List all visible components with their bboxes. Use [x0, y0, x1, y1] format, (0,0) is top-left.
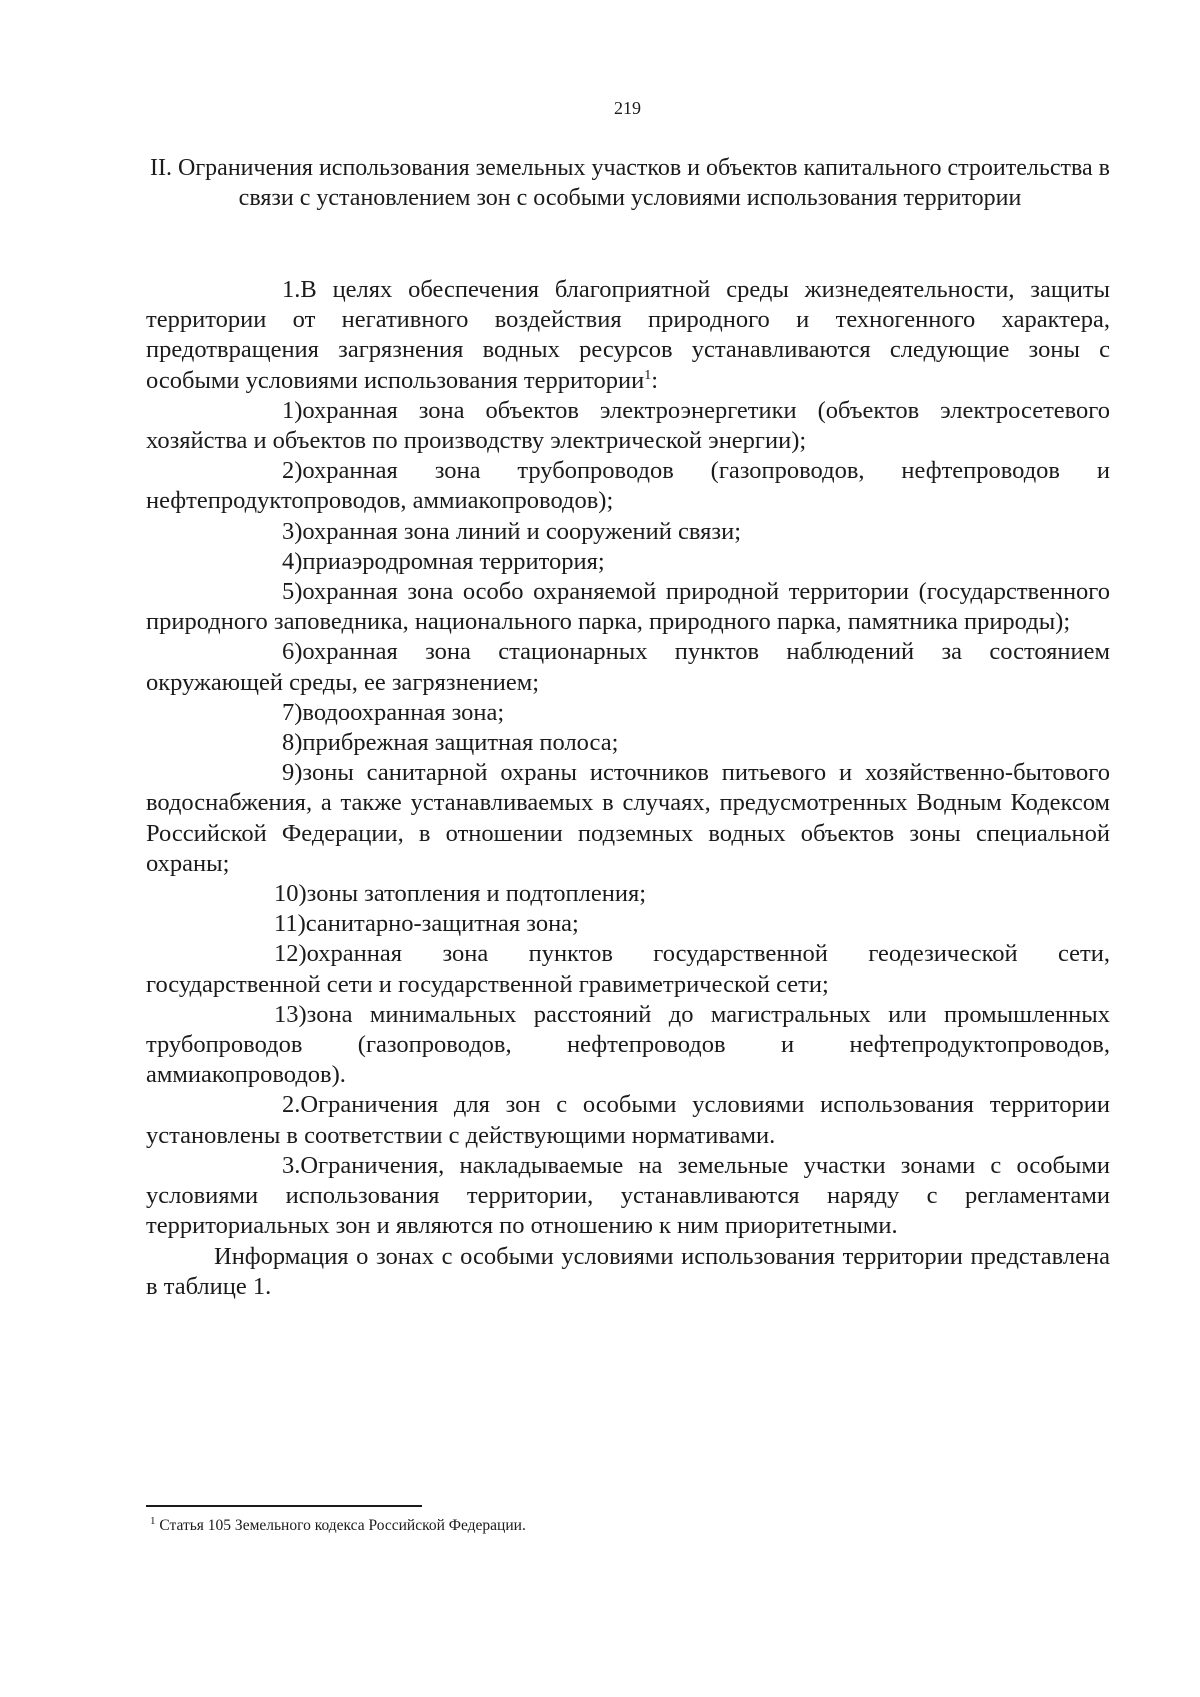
- page-number: 219: [614, 98, 641, 118]
- zone-text: охранная зона линий и сооружений связи;: [302, 517, 742, 545]
- zone-text: водоохранная зона;: [302, 698, 505, 726]
- paragraph-text: Ограничения для зон с особыми условиями использования территории установлены в соответствии с действующими нормативами.: [146, 1091, 1110, 1149]
- zone-number: 13): [274, 1000, 307, 1028]
- zone-item-9: [146, 758, 1110, 879]
- zone-text: приаэродромная территория;: [302, 547, 605, 575]
- zone-number: 3): [282, 517, 303, 545]
- zone-text: охранная зона пунктов государственной геодезической сети, государственной сети и государственной гравиметрической сети;: [146, 940, 1110, 998]
- zone-text: зоны затопления и подтопления;: [306, 880, 647, 908]
- zone-number: 1): [282, 396, 303, 424]
- zone-number: 12): [274, 940, 307, 968]
- zone-item-10: [146, 879, 1110, 909]
- document-body: [146, 275, 1110, 1302]
- zone-text: прибрежная защитная полоса;: [302, 729, 619, 757]
- zone-item-3: [146, 517, 1110, 547]
- intro-paragraph: [146, 275, 1110, 396]
- footnote-reference: 1: [644, 367, 652, 383]
- zone-item-13: [146, 1000, 1110, 1091]
- footnote: [150, 1516, 1050, 1536]
- zone-item-2: [146, 456, 1110, 516]
- zone-text: санитарно-защитная зона;: [305, 910, 579, 938]
- zone-item-7: [146, 698, 1110, 728]
- zone-number: 11): [274, 910, 306, 938]
- zone-number: 6): [282, 638, 303, 666]
- zone-text: охранная зона особо охраняемой природной территории (государственного природного заповедника, национального парка, природного парка, памятника природы);: [146, 578, 1110, 636]
- zone-number: 4): [282, 547, 303, 575]
- zone-item-1: [146, 396, 1110, 456]
- zone-number: 9): [282, 759, 303, 787]
- paragraph-number: 3.: [282, 1151, 301, 1179]
- paragraph-2: [146, 1090, 1110, 1150]
- zone-item-8: [146, 728, 1110, 758]
- info-paragraph: Информация о зонах с особыми условиями использования территории представлена в таблице 1.: [146, 1242, 1110, 1300]
- zone-number: 7): [282, 698, 303, 726]
- section-heading: II. Ограничения использования земельных участков и объектов капитального строительства в связи с установлением зон с особыми условиями использования территории: [150, 155, 1110, 211]
- zone-text: охранная зона объектов электроэнергетики (объектов электросетевого хозяйства и объектов по производству электрической энергии);: [146, 396, 1110, 455]
- paragraph-number: 2.: [282, 1091, 301, 1119]
- zone-number: 8): [282, 729, 303, 757]
- zone-number: 5): [282, 578, 303, 606]
- zone-text: зона минимальных расстояний до магистральных или промышленных трубопроводов (газопроводов, нефтепроводов и нефтепродуктопроводов, аммиакопроводов).: [146, 1000, 1110, 1089]
- zone-number: 2): [282, 457, 303, 485]
- paragraph-text: Ограничения, накладываемые на земельные участки зонами с особыми условиями использования территории, устанавливаются наряду с регламентами территориальных зон и являются по отношению к ним приоритетными.: [146, 1151, 1110, 1240]
- paragraph-tail: :: [651, 366, 658, 394]
- zone-item-4: [146, 547, 1110, 577]
- zone-text: охранная зона трубопроводов (газопроводов, нефтепроводов и нефтепродуктопроводов, аммиакопроводов);: [146, 457, 1110, 515]
- paragraph-number: 1.: [282, 276, 301, 303]
- footnote-marker: 1: [150, 1514, 156, 1527]
- zone-number: 10): [274, 880, 307, 908]
- zone-item-6: [146, 637, 1110, 697]
- zone-item-11: [146, 909, 1110, 939]
- zone-text: охранная зона стационарных пунктов наблюдений за состоянием окружающей среды, ее загрязнением;: [146, 638, 1110, 696]
- zone-item-5: [146, 577, 1110, 637]
- footnote-divider: [146, 1505, 422, 1507]
- footnote-text: Статья 105 Земельного кодекса Российской Федерации.: [159, 1517, 526, 1534]
- zone-text: зоны санитарной охраны источников питьевого и хозяйственно-бытового водоснабжения, а также устанавливаемых в случаях, предусмотренных Водным Кодексом Российской Федерации, в отношении подземных водных объектов зоны специальной охраны;: [146, 759, 1110, 877]
- paragraph-text: В целях обеспечения благоприятной среды жизнедеятельности, защиты территории от негативного воздействия природного и техногенного характера, предотвращения загрязнения водных ресурсов устанавливаются следующие зоны с особыми условиями использования территории: [146, 276, 1110, 394]
- paragraph-3: [146, 1151, 1110, 1242]
- zone-item-12: [146, 939, 1110, 999]
